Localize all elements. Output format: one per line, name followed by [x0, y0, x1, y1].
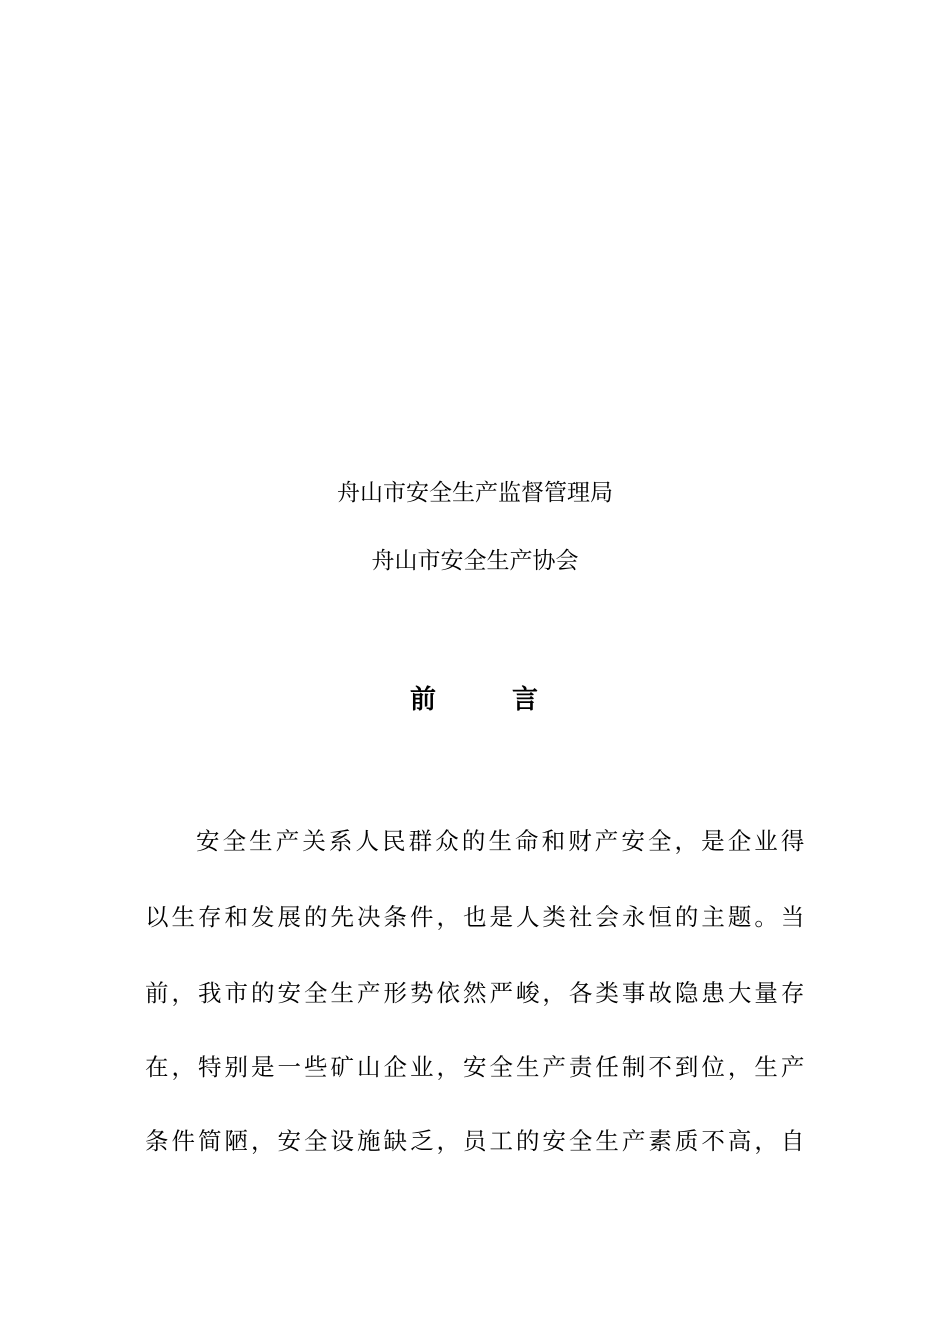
issuing-org-bureau: 舟山市安全生产监督管理局: [337, 480, 613, 506]
preface-heading-char-2: 言: [512, 685, 539, 715]
issuing-org-association: 舟山市安全生产协会: [371, 548, 579, 574]
preface-line: 前，我市的安全生产形势依然严峻，各类事故隐患大量存: [145, 979, 805, 1007]
preface-heading-char-1: 前: [410, 685, 437, 715]
preface-line: 以生存和发展的先决条件，也是人类社会永恒的主题。当: [145, 903, 805, 931]
preface-line: 条件简陋，安全设施缺乏，员工的安全生产素质不高，自: [145, 1127, 805, 1155]
preface-line: 安全生产关系人民群众的生命和财产安全，是企业得: [196, 827, 805, 855]
preface-line: 在，特别是一些矿山企业，安全生产责任制不到位，生产: [145, 1053, 805, 1081]
